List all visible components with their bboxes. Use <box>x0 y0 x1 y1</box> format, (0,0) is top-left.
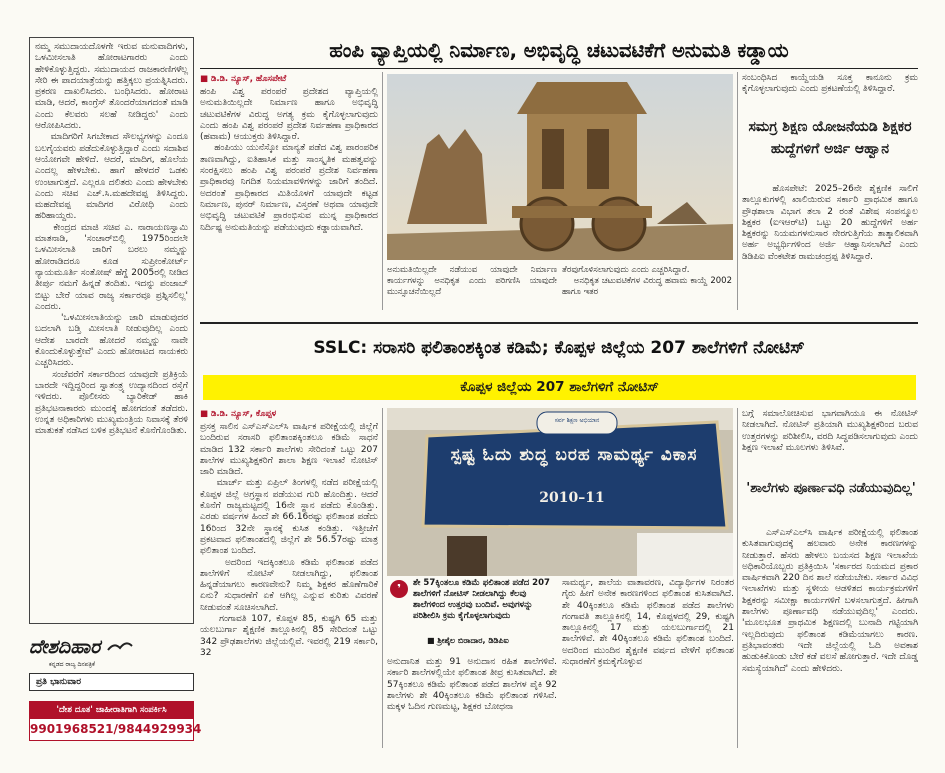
ad-label: ಪ್ರತಿ ಭಾನುವಾರ <box>36 677 81 687</box>
article2-callout <box>387 578 557 650</box>
ad-label-box <box>29 673 194 691</box>
article2-col1: ಪ್ರಸಕ್ತ ಸಾಲಿನ ಎಸ್‌ಎಸ್‌ಎಲ್‌ಸಿ ವಾರ್ಷಿಕ ಪರೀಕ್ಷೆಯಲ್ಲಿ ಜಿಲ್ಲೆಗೆ ಬಂದಿರುವ ಸರಾಸರಿ ಫಲಿತಾಂಶಕ್ಕಿಂತಲೂ ಕಡಿಮೆ ಸಾಧನೆ ಮಾಡಿದ 132 ಸರ್ಕಾರಿ ಶಾಲೆಗಳು ಸೇರಿದಂತೆ ಒಟ್ಟು 207 ಶಾಲೆಗಳ ಮುಖ್ಯಶಿಕ್ಷಕರಿಗೆ ಶಾಲಾ ಶಿಕ್ಷಣ ಇಲಾಖೆ ನೋಟಿಸ್ ಜಾರಿ ಮಾಡಿದೆ. ಮಾರ್ಚ್ ಮತ್ತು ಏಪ್ರಿಲ್ ತಿಂಗಳಲ್ಲಿ ನಡೆದ ಪರೀಕ್ಷೆಯಲ್ಲಿ ಕೊಪ್ಪಳ ಜಿಲ್ಲೆ ಅಗ್ರಸ್ಥಾನ ಪಡೆಯುವ ಗುರಿ ಹೊಂದಿತ್ತು. ಆದರೆ ಕೊನೆಗೆ ರಾಜ್ಯಮಟ್ಟದಲ್ಲಿ 16ನೇ ಸ್ಥಾನ ಪಡೆದು ಕೊಂಡಿತ್ತು. ಎರಡು ವರ್ಷಗಳ ಹಿಂದೆ ಶೇ 66.16ರಷ್ಟು ಫಲಿತಾಂಶ ಪಡೆದು 16ರಿಂದ 32ನೇ ಸ್ಥಾನಕ್ಕೆ ಕುಸಿತ ಕಂಡಿತ್ತು. ಇತ್ತೀಚೆಗೆ ಪ್ರಕಟವಾದ ಫಲಿತಾಂಶದಲ್ಲಿ ಜಿಲ್ಲೆಗೆ ಶೇ 56.57ರಷ್ಟು ಮಾತ್ರ ಫಲಿತಾಂಶ ಬಂದಿದೆ. ಅದರಿಂದ ಇದಕ್ಕಿಂತಲೂ ಕಡಿಮೆ ಫಲಿತಾಂಶ ಪಡೆದ ಶಾಲೆಗಳಿಗೆ ನೋಟಿಸ್ ನೀಡಲಾಗಿದ್ದು, ಫಲಿತಾಂಶ ಹಿನ್ನಡೆಯಾಗಲು ಕಾರಣವೇನು? ನಿಮ್ಮ ಶಿಕ್ಷಕರ ಹೊಣೆಗಾರಿಕೆ ಏನು? ಸುಧಾರಣೆಗೆ ಏಕೆ ಆಗಿಲ್ಲ ಎನ್ನುವ ಕುರಿತು ವಿವರಣೆ ನೀಡುವಂತೆ ಸೂಚಿಸಲಾಗಿದೆ. ಗಂಗಾವತಿ 107, ಕೊಪ್ಪಳ 85, ಕುಷ್ಟಗಿ 65 ಮತ್ತು ಯಲಬುರ್ಗಾ ಶೈಕ್ಷಣಿಕ ತಾಲ್ಲೂಕಿನಲ್ಲಿ 85 ಸೇರಿದಂತೆ ಒಟ್ಟು 342 ಪ್ರೌಢಶಾಲೆಗಳು ಜಿಲ್ಲೆಯಲ್ಲಿವೆ. ಇವರಲ್ಲಿ 219 ಸರ್ಕಾರಿ, 32 <box>200 422 378 658</box>
contact-box <box>29 701 202 741</box>
logo-text: ದೇಶದಿಹಾರ <box>29 636 101 658</box>
col-divider-2 <box>737 72 738 310</box>
article1-col3-top: ಸಂಬಂಧಿಸಿದ ಕಾಯ್ದೆಯಡಿ ಸೂಕ್ತ ಕಾನೂನು ಕ್ರಮ ಕೈಗೊಳ್ಳಲಾಗುವುದು ಎಂದು ಪ್ರಕಟಣೆಯಲ್ಲಿ ತಿಳಿಸಿದ್ದಾರೆ. <box>742 73 921 95</box>
article2-sub-headline: 'ಶಾಲೆಗಳು ಪೂರ್ಣಾವಧಿ ನಡೆಯುವುದಿಲ್ಲ' <box>746 481 916 496</box>
left-column-box <box>29 37 194 624</box>
callout-credit: ■ ಶ್ರೀಶೈಲ ಬಿರಾದಾರ, ಡಿಡಿಪಿಐ <box>427 636 509 645</box>
article1-byline: ■ ಡಿ.ಡಿ. ನ್ಯೂಸ್, ಹೊಸಪೇಟೆ <box>200 74 287 84</box>
school-banner-photo <box>387 408 733 576</box>
logo <box>29 633 194 661</box>
callout-text: ಶೇ 57ಕ್ಕಿಂತಲೂ ಕಡಿಮೆ ಫಲಿತಾಂಶ ಪಡೆದ 207 ಶಾಲೆಗಳಿಗೆ ನೋಟಿಸ್ ನೀಡಲಾಗಿದ್ದು ಕೆಲವು ಶಾಲೆಗಳಿಂದ ಉತ್ತರವು ಬಂದಿವೆ. ಅವುಗಳನ್ನು ಪರಿಶೀಲಿಸಿ ಕ್ರಮ ಕೈಗೊಳ್ಳಲಾಗುವುದು <box>413 578 550 621</box>
hampi-photo-graphic <box>387 74 733 260</box>
school-banner-text: ಸ್ಪಷ್ಟ ಓದು ಶುದ್ಧ ಬರಹ ಸಾಮರ್ಥ್ಯ ವಿಕಾಸ <box>450 445 698 465</box>
emblem-text: ಸರ್ವ ಶಿಕ್ಷಣ ಅಭಿಯಾನ <box>554 417 600 424</box>
article1-headline: ಹಂಪಿ ವ್ಯಾಪ್ತಿಯಲ್ಲಿ ನಿರ್ಮಾಣ, ಅಭಿವೃದ್ಧಿ ಚಟುವಟಿಕೆಗೆ ಅನುಮತಿ ಕಡ್ಡಾಯ <box>329 39 789 62</box>
article1-caption: ಅನುಮತಿಯಿಲ್ಲದೇ ನಡೆಯುವ ಯಾವುದೇ ನಿರ್ಮಾಣ ಕಾರ್ಯಗಳನ್ನು ಅನಧಿಕೃತ ಎಂದು ಪರಿಗಣಿಸಿ ಯಾವುದೇ ಮುನ್ಸೂಚನೆಯಿಲ್ಲದೆ <box>387 265 557 297</box>
article2-col4-body: ಎಸ್‌ಎಸ್‌ಎಲ್‌ಸಿ ವಾರ್ಷಿಕ ಪರೀಕ್ಷೆಯಲ್ಲಿ ಫಲಿತಾಂಶ ಕುಸಿತವಾಗುವುದಕ್ಕೆ ಹಲವಾರು ಅನೇಕ ಕಾರಣಗಳನ್ನು ನೀಡುತ್ತಾರೆ. ಹೆಸರು ಹೇಳಲು ಬಯಸದ ಶಿಕ್ಷಣ ಇಲಾಖೆಯ ಅಧಿಕಾರಿಯೊಬ್ಬರು ಪ್ರತಿಕ್ರಿಯಿಸಿ 'ಸರ್ಕಾರದ ನಿಯಮದ ಪ್ರಕಾರ ವಾರ್ಷಿಕವಾಗಿ 220 ದಿನ ಶಾಲೆ ನಡೆಯಬೇಕು. ಸರ್ಕಾರ ವಿವಿಧ ಇಲಾಖೆಗಳು ಮತ್ತು ಸ್ಥಳೀಯ ಆಡಳಿತದ ಕಾರ್ಯಕ್ರಮಗಳಿಗೆ ಶಿಕ್ಷಕರನ್ನು ಸಮೀಕ್ಷಾ ಕಾರ್ಯಗಳಿಗೆ ಬಳಸಲಾಗುತ್ತದೆ. ಹೀಗಾಗಿ ಶಾಲೆಗಳು ಪೂರ್ಣಾವಧಿ ನಡೆಯುವುದಿಲ್ಲ' ಎಂದರು. 'ಮೂಲಭೂತ ಪ್ರಾಥಮಿಕ ಶಿಕ್ಷಣದಲ್ಲಿ ಬುನಾದಿ ಗಟ್ಟಿಯಾಗಿ ಇಲ್ಲದಿರುವುದು ಫಲಿತಾಂಶ ಕಡಿಮೆಯಾಗಲು ಕಾರಣ. ಪ್ರತಿಭಾವಂತರು ಇದೇ ಜಿಲ್ಲೆಯಲ್ಲಿ ಓದಿ ಅವಕಾಶ ಹುಡುಕಿಕೊಂಡು ಬೇರೆ ಕಡೆ ವಲಸೆ ಹೋಗುತ್ತಾರೆ. ಇದೇ ದೊಡ್ಡ ಸಮಸ್ಯೆಯಾಗಿದೆ' ಎಂದು ಹೇಳಿದರು. <box>742 528 921 674</box>
contact-phones: 9901968521/9844929934 <box>30 722 202 736</box>
sidebar-story-headline: ಸಮಗ್ರ ಶಿಕ್ಷಣ ಯೋಜನೆಯಡಿ ಶಿಕ್ಷಕರ ಹುದ್ದೆಗಳಿಗೆ ಅರ್ಜಿ ಆಹ್ವಾನ <box>748 119 912 157</box>
contact-title: 'ದೇಶ ದೂತ' ಜಾಹೀರಾತಿಗಾಗಿ ಸಂಪರ್ಕಿಸಿ <box>30 702 193 719</box>
article1-col1: ಹಂಪಿ ವಿಶ್ವ ಪರಂಪರೆ ಪ್ರದೇಶದ ವ್ಯಾಪ್ತಿಯಲ್ಲಿ ಅನುಮತಿಯಿಲ್ಲದೇ ನಿರ್ಮಾಣ ಹಾಗೂ ಅಭಿವೃದ್ಧಿ ಚಟುವಟಿಕೆಗಳ ವಿರುದ್ಧ ಅಗತ್ಯ ಕ್ರಮ ಕೈಗೊಳ್ಳಲಾಗುವುದು ಎಂದು ಹಂಪಿ ವಿಶ್ವ ಪರಂಪರೆ ಪ್ರದೇಶ ನಿರ್ವಹಣಾ ಪ್ರಾಧಿಕಾರದ (ಹವಾಮ) ಆಯುಕ್ತರು ತಿಳಿಸಿದ್ದಾರೆ. ಹಂಪಿಯು ಯುನೆಸ್ಕೋ ಮಾನ್ಯತೆ ಪಡೆದ ವಿಶ್ವ ಪಾರಂಪರಿಕ ತಾಣವಾಗಿದ್ದು, ಐತಿಹಾಸಿಕ ಮತ್ತು ಸಾಂಸ್ಕೃತಿಕ ಮಹತ್ವವನ್ನು ಸಂರಕ್ಷಿಸಲು ಹಂಪಿ ವಿಶ್ವ ಪರಂಪರೆ ಪ್ರದೇಶ ನಿರ್ವಹಣಾ ಪ್ರಾಧಿಕಾರವು ನಿಗದಿತ ನಿಯಮಾವಳಿಗಳನ್ನು ಜಾರಿಗೆ ತಂದಿದೆ. ಅದರಂತೆ ಪ್ರಾಧಿಕಾರದ ಮಿತಿಯೊಳಗೆ ಯಾವುದೇ ಕಟ್ಟಡ ನಿರ್ಮಾಣ, ಪುನರ್ ನಿರ್ಮಾಣ, ವಿಸ್ತರಣೆ ಅಥವಾ ಯಾವುದೇ ಅಭಿವೃದ್ಧಿ ಚಟುವಟಿಕೆ ಪ್ರಾರಂಭಿಸುವ ಮುನ್ನ ಪ್ರಾಧಿಕಾರದ ನಿರ್ದಿಷ್ಟ ಅನುಮತಿಯನ್ನು ಪಡೆಯುವುದು ಕಡ್ಡಾಯವಾಗಿದೆ. <box>200 87 378 233</box>
article2-subhead-band <box>203 375 916 400</box>
a2-divider-2 <box>737 408 738 748</box>
school-banner-year: 2010–11 <box>539 490 605 506</box>
article2-top-rule <box>200 322 918 324</box>
article2-byline: ■ ಡಿ.ಡಿ. ನ್ಯೂಸ್, ಕೊಪ್ಪಳ <box>200 409 277 419</box>
left-column-text: ನಮ್ಮ ಸಮುದಾಯದೊಳಗೇ ಇರುವ ಮನುವಾದಿಗಳು, ಒಳಮೀಸಲಾತಿ ಹೋರಾಟಗಾರರು ಎಂದು ಹೇಳಿಕೊಳ್ಳುತ್ತಿದ್ದರು. ಸಮುದಾಯದ ರಾಜಕಾರಣಿಗಳೆಲ್ಲ ಸೇರಿ ಈ ಪಾದಯಾತ್ರೆಯನ್ನು ಹತ್ತಿಕ್ಕಲು ಪ್ರಯತ್ನಿಸಿದರು. ಪ್ರಕರಣ ದಾಖಲಿಸಿದರು. ಬಂಧಿಸಿದರು. ಹೋರಾಟ ಮಾಡಿ, ಆದರೆ, ಕಾಂಗ್ರೆಸ್ ತೊಂದರೆಯಾಗದಂತೆ ಮಾಡಿ ಎಂದು ಕೆಲವರು ಸಲಹೆ ನೀಡಿದ್ದರು' ಎಂದು ಆರೋಪಿಸಿದರು. ಮಾದಿಗರಿಗೆ ಸಿಗಬೇಕಾದ ಸೌಲಭ್ಯಗಳನ್ನು ಎಂದೂ ಬಲಗೈಯವರು ಪಡೆದುಕೊಳ್ಳುತ್ತಿದ್ದಾರೆ ಎಂದು ಸದಾಶಿವ ಆಯೋಗವೇ ಹೇಳಿದೆ. ಆದರೆ, ಮಾದಿಗ, ಹೊಲೆಯ ಎಂದಲ್ಲ ಹೇಳಬೇಕು. ಹಾಗೆ ಹೇಳದರೆ ಒಡಕು ಉಂಟಾಗುತ್ತದೆ. ಎಲ್ಲರೂ ದಲಿತರು ಎಂದು ಹೇಳಬೇಕು ಎಂದು ಸಚಿವ ಎಚ್.ಸಿ.ಮಹದೇವಪ್ಪ ತಿಳಿಸಿದ್ದರು. ಮಹದೇವಪ್ಪ ಮಾದಿಗರ ವಿರೋಧಿ ಎಂದು ಹರಿಹಾಯ್ದರು. ಕೇಂದ್ರದ ಮಾಜಿ ಸಚಿವ ಎ. ನಾರಾಯಣಸ್ವಾಮಿ ಮಾತನಾಡಿ, 'ಸಂಚಾರ್‌ಬಿಲ್ಲಿ 1975ರಿಂದಲೇ ಒಳಮೀಸಲಾತಿ ಜಾರಿಗೆ ಬರಲು ನಮ್ಮನ್ನು ಹೋರಾಡಿದರೂ ಕೂಡ ಸುಪ್ರೀಂಕೋರ್ಟ್ ನ್ಯಾಯಮೂರ್ತಿ ಸಂತೋಷ್ ಹೆಗ್ಡೆ 2005ರಲ್ಲಿ ನೀಡಿದ ತೀರ್ಪು ನಮಗೆ ಹಿನ್ನಡೆ ತಂದಿತು. ಇದನ್ನು ಪಂಜಾಬ್ ಬಿಟ್ಟು ಬೇರೆ ಯಾವ ರಾಜ್ಯ ಸರ್ಕಾರವೂ ಪ್ರಶ್ನಿಸಲಿಲ್ಲ' ಎಂದರು. 'ಒಳಮೀಸಲಾತಿಯನ್ನು ಜಾರಿ ಮಾಡುವುದರ ಬದಲಾಗಿ ಬಡ್ತಿ ಮೀಸಲಾತಿ ನೀಡುವುದಿಲ್ಲ ಎಂದು ಆದೇಶ ಬಾರದೇ ಹೋದರೆ ನಮ್ಮನ್ನು ನಾವೇ ಕೊಂದುಕೊಳ್ಳುತ್ತೇವೆ' ಎಂದು ಹೋರಾಟದ ನಾಯಕರು ಎಚ್ಚರಿಸಿದರು. ಸಂಜೆವರೆಗೆ ಸರ್ಕಾರದಿಂದ ಯಾವುದೇ ಪ್ರತಿಕ್ರಿಯೆ ಬಾರದೇ ಇದ್ದಿದ್ದರಿಂದ ಸ್ವಾತಂತ್ರ್ಯ ಉದ್ಯಾನದಿಂದ ರಸ್ತೆಗೆ ಇಳಿದರು. ಪೊಲೀಸರು ಬ್ಯಾರಿಕೇಡ್ ಹಾಕಿ ಪ್ರತಿಭಟನಾಕಾರರು ಮುಂದಕ್ಕೆ ಹೋಗದಂತೆ ತಡೆದರು. ಉನ್ನತ ಅಧಿಕಾರಿಗಳು ಮುಖ್ಯಮಂತ್ರಿಯ ನಿವಾಸಕ್ಕೆ ತೆರಳಿ ಮಾತುಕತೆ ನಡೆಸಿದ ಬಳಿಕ ಪ್ರತಿಭಟನೆ ಕೊನೆಗೊಂಡಿತು. <box>35 42 189 437</box>
logo-tagline: ಕನ್ನಡದ ರಾಜ್ಯ ದಿನಪತ್ರಿಕೆ <box>49 661 95 668</box>
article1-rule <box>200 68 918 69</box>
a2-divider-1 <box>382 408 383 748</box>
quote-icon: ❜ <box>390 580 408 598</box>
hampi-stone-chariot-photo <box>387 74 733 260</box>
article2-headline: SSLC: ಸರಾಸರಿ ಫಲಿತಾಂಶಕ್ಕಿಂತ ಕಡಿಮೆ; ಕೊಪ್ಪಳ ಜಿಲ್ಲೆಯ 207 ಶಾಲೆಗಳಿಗೆ ನೋಟಿಸ್ <box>313 338 805 358</box>
col-divider <box>382 72 383 310</box>
article2-col4-top: ಬಗ್ಗೆ ಸಮಾಲೋಚಿಸುವ ಭಾಗವಾಗಿಯೂ ಈ ನೋಟಿಸ್ ನೀಡಲಾಗಿದೆ. ನೋಟಿಸ್ ಪ್ರತಿಯಾಗಿ ಮುಖ್ಯಶಿಕ್ಷಕರಿಂದ ಬರುವ ಉತ್ತರಗಳನ್ನು ಪರಿಶೀಲಿಸಿ, ವರದಿ ಸಿದ್ಧಪಡಿಸಲಾಗುವುದು ಎಂದು ಶಿಕ್ಷಣ ಇಲಾಖೆ ಮೂಲಗಳು ತಿಳಿಸಿವೆ. <box>742 409 921 453</box>
bird-icon <box>106 638 134 656</box>
masthead-ad <box>29 633 202 743</box>
article2-col2-bottom: ಅನುದಾನಿತ ಮತ್ತು 91 ಅನುದಾನ ರಹಿತ ಶಾಲೆಗಳಿವೆ. ಸರ್ಕಾರಿ ಶಾಲೆಗಳಲ್ಲಿಯೇ ಫಲಿತಾಂಶ ತೀವ್ರ ಕುಸಿತವಾಗಿದೆ. ಶೇ 57ಕ್ಕಿಂತಲೂ ಕಡಿಮೆ ಫಲಿತಾಂಶ ಪಡೆದ ಶಾಲೆಗಳ ಪೈಕಿ 92 ಶಾಲೆಗಳು ಶೇ 40ಕ್ಕಿಂತಲೂ ಕಡಿಮೆ ಫಲಿತಾಂಶ ಗಳಿಸಿವೆ. ಮಕ್ಕಳ ಓದಿನ ಗುಣಮಟ್ಟ, ಶಿಕ್ಷಕರ ಬೋಧನಾ <box>387 657 560 713</box>
article1-col2-bottom: ತೆರವುಗೊಳಿಸಲಾಗುವುದು ಎಂದು ಎಚ್ಚರಿಸಿದ್ದಾರೆ. ಅನಧಿಕೃತ ಚಟುವಟಿಕೆಗಳ ವಿರುದ್ಧ ಹವಾಮ ಕಾಯ್ದೆ 2002 ಹಾಗೂ ಇತರ <box>562 265 732 297</box>
article2-subhead: ಕೊಪ್ಪಳ ಜಿಲ್ಲೆಯ 207 ಶಾಲೆಗಳಿಗೆ ನೋಟಿಸ್ <box>460 379 659 395</box>
article2-col3: ಸಾಮರ್ಥ್ಯ, ಶಾಲೆಯ ವಾತಾವರಣ, ವಿದ್ಯಾರ್ಥಿಗಳ ನಿರಂತರ ಗೈರು ಹೀಗೆ ಅನೇಕ ಕಾರಣಗಳಿಂದ ಫಲಿತಾಂಶ ಕುಸಿತವಾಗಿದೆ. ಶೇ 40ಕ್ಕಿಂತಲೂ ಕಡಿಮೆ ಫಲಿತಾಂಶ ಪಡೆದ ಶಾಲೆಗಳು ಗಂಗಾವತಿ ತಾಲ್ಲೂಕಿನಲ್ಲಿ 14, ಕೊಪ್ಪಳದಲ್ಲಿ 29, ಕುಷ್ಟಗಿ ತಾಲ್ಲೂಕಿನಲ್ಲಿ 17 ಮತ್ತು ಯಲಬುರ್ಗಾದಲ್ಲಿ 21 ಶಾಲೆಗಳಿವೆ. ಶೇ 40ಕ್ಕಿಂತಲೂ ಕಡಿಮೆ ಫಲಿತಾಂಶ ಬಂದಿದೆ. ಅದರಿಂದ ಮುಂದಿನ ಶೈಕ್ಷಣಿಕ ವರ್ಷದ ವೇಳೆಗೆ ಫಲಿತಾಂಶ ಸುಧಾರಣೆಗೆ ಕ್ರಮಕೈಗೊಳ್ಳುವ <box>562 578 737 668</box>
sidebar-story-body: ಹೊಸಪೇಟೆ: 2025–26ನೇ ಶೈಕ್ಷಣಿಕ ಸಾಲಿಗೆ ತಾಲ್ಲೂಕುಗಳಲ್ಲಿ ಖಾಲಿಯಿರುವ ಸರ್ಕಾರಿ ಪ್ರಾಥಮಿಕ ಹಾಗೂ ಪ್ರೌಢಶಾಲಾ ವಿಭಾಗ ತಲಾ 2 ರಂತೆ ವಿಶೇಷ ಸಂಪನ್ಮೂಲ ಶಿಕ್ಷಕರ (ಐಇಆರ್‌ಟಿ) ಒಟ್ಟು 20 ಹುದ್ದೆಗಳಿಗೆ ಅರ್ಹ ಶಿಕ್ಷಕರನ್ನು ನಿಯಮಗಳನುಸಾರ ನೇರಗುತ್ತಿಗೆಯ ತಾತ್ಕಾಲಿಕವಾಗಿ ಅರ್ಹ ಅಭ್ಯರ್ಥಿಗಳಿಂದ ಅರ್ಜಿ ಆಹ್ವಾನಿಸಲಾಗಿದೆ ಎಂದು ಡಿಡಿಪಿಐ ವೆಂಕಟೇಶ ರಾಮಚಂದ್ರಪ್ಪ ತಿಳಿಸಿದ್ದಾರೆ. <box>742 184 921 262</box>
